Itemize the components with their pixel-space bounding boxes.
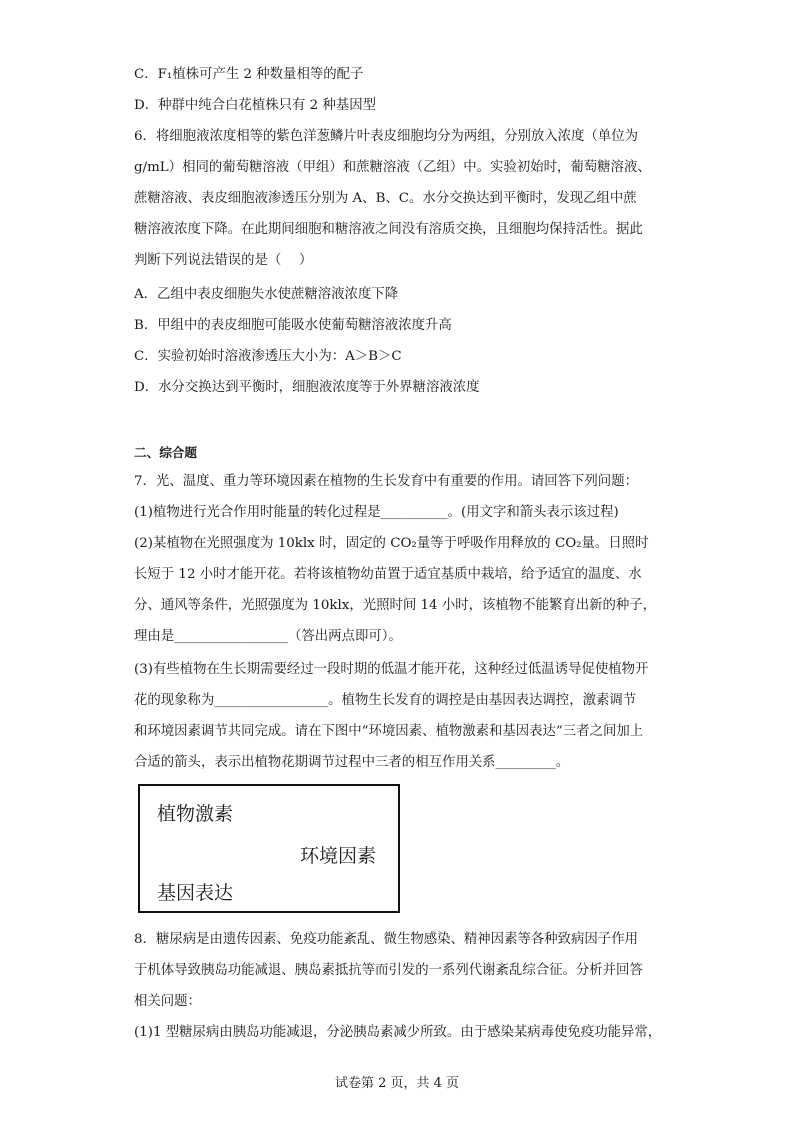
option-d-q5: D．种群中纯合白花植株只有 2 种基因型 <box>134 98 377 113</box>
question-7-part-2: 理由是_________________（答出两点即可）。 <box>134 629 402 644</box>
question-7-part-2: 分、通风等条件，光照强度为 10klx，光照时间 14 小时，该植物不能繁育出新的种子， <box>134 598 657 613</box>
question-8-text: 相关问题： <box>134 994 201 1009</box>
option-d-q6: D．水分交换达到平衡时，细胞液浓度等于外界糖溶液浓度 <box>134 380 480 395</box>
diagram-label-hormone: 植物激素 <box>157 803 234 825</box>
option-a-q6: A．乙组中表皮细胞失水使蔗糖溶液浓度下降 <box>134 287 399 302</box>
question-8-part-1: (1)1 型糖尿病由胰岛功能减退，分泌胰岛素减少所致。由于感染某病毒使免疫功能异常， <box>134 1025 662 1040</box>
diagram-label-environment: 环境因素 <box>300 845 377 867</box>
question-6-text: g/mL）相同的葡萄糖溶液（甲组）和蔗糖溶液（乙组）中。实验初始时，葡萄糖溶液、 <box>134 160 651 175</box>
question-6-text: 糖溶液浓度下降。在此期间细胞和糖溶液之间没有溶质交换，且细胞均保持活性。据此 <box>134 222 643 237</box>
question-6-text: 6．将细胞液浓度相等的紫色洋葱鳞片叶表皮细胞均分为两组，分别放入浓度（单位为 <box>134 129 638 144</box>
option-c-q6: C．实验初始时溶液渗透压大小为：A＞B＞C <box>134 349 402 364</box>
question-7-text: 7．光、温度、重力等环境因素在植物的生长发育中有重要的作用。请回答下列问题： <box>134 474 638 489</box>
question-7-part-3: 和环境因素调节共同完成。请在下图中“环境因素、植物激素和基因表达”三者之间加上 <box>134 724 644 739</box>
question-7-part-3: (3)有些植物在生长期需要经过一段时期的低温才能开花，这种经过低温诱导促使植物开 <box>134 662 649 677</box>
question-7-part-2: 长短于 12 小时才能开花。若将该植物幼苗置于适宜基质中栽培，给予适宜的温度、水 <box>134 567 642 582</box>
regulation-diagram-box <box>138 784 400 913</box>
question-7-part-3: 合适的箭头，表示出植物花期调节过程中三者的相互作用关系_________。 <box>134 755 570 770</box>
question-6-text: 判断下列说法错误的是（ ） <box>134 253 313 268</box>
question-6-text: 蔗糖溶液、表皮细胞液渗透压分别为 A、B、C。水分交换达到平衡时，发现乙组中蔗 <box>134 191 637 206</box>
option-c-q5: C．F₁植株可产生 2 种数量相等的配子 <box>134 67 364 82</box>
question-7-part-3: 花的现象称为_________________。植物生长发育的调控是由基因表达调控，激素调节 <box>134 693 637 708</box>
question-7-part-2: (2)某植物在光照强度为 10klx 时，固定的 CO₂量等于呼吸作用释放的 CO₂量。日照时 <box>134 536 649 551</box>
section-heading: 二、综合题 <box>134 445 197 460</box>
diagram-label-gene: 基因表达 <box>157 882 234 904</box>
question-8-text: 8．糖尿病是由遗传因素、免疫功能紊乱、微生物感染、精神因素等各种致病因子作用 <box>134 932 638 947</box>
page-footer: 试卷第 2 页，共 4 页 <box>334 1076 460 1091</box>
question-7-part-1: (1)植物进行光合作用时能量的转化过程是__________。(用文字和箭头表示该过程) <box>134 505 619 520</box>
question-8-text: 于机体导致胰岛功能减退、胰岛素抵抗等而引发的一系列代谢紊乱综合征。分析并回答 <box>134 963 643 978</box>
option-b-q6: B．甲组中的表皮细胞可能吸水使葡萄糖溶液浓度升高 <box>134 318 452 333</box>
